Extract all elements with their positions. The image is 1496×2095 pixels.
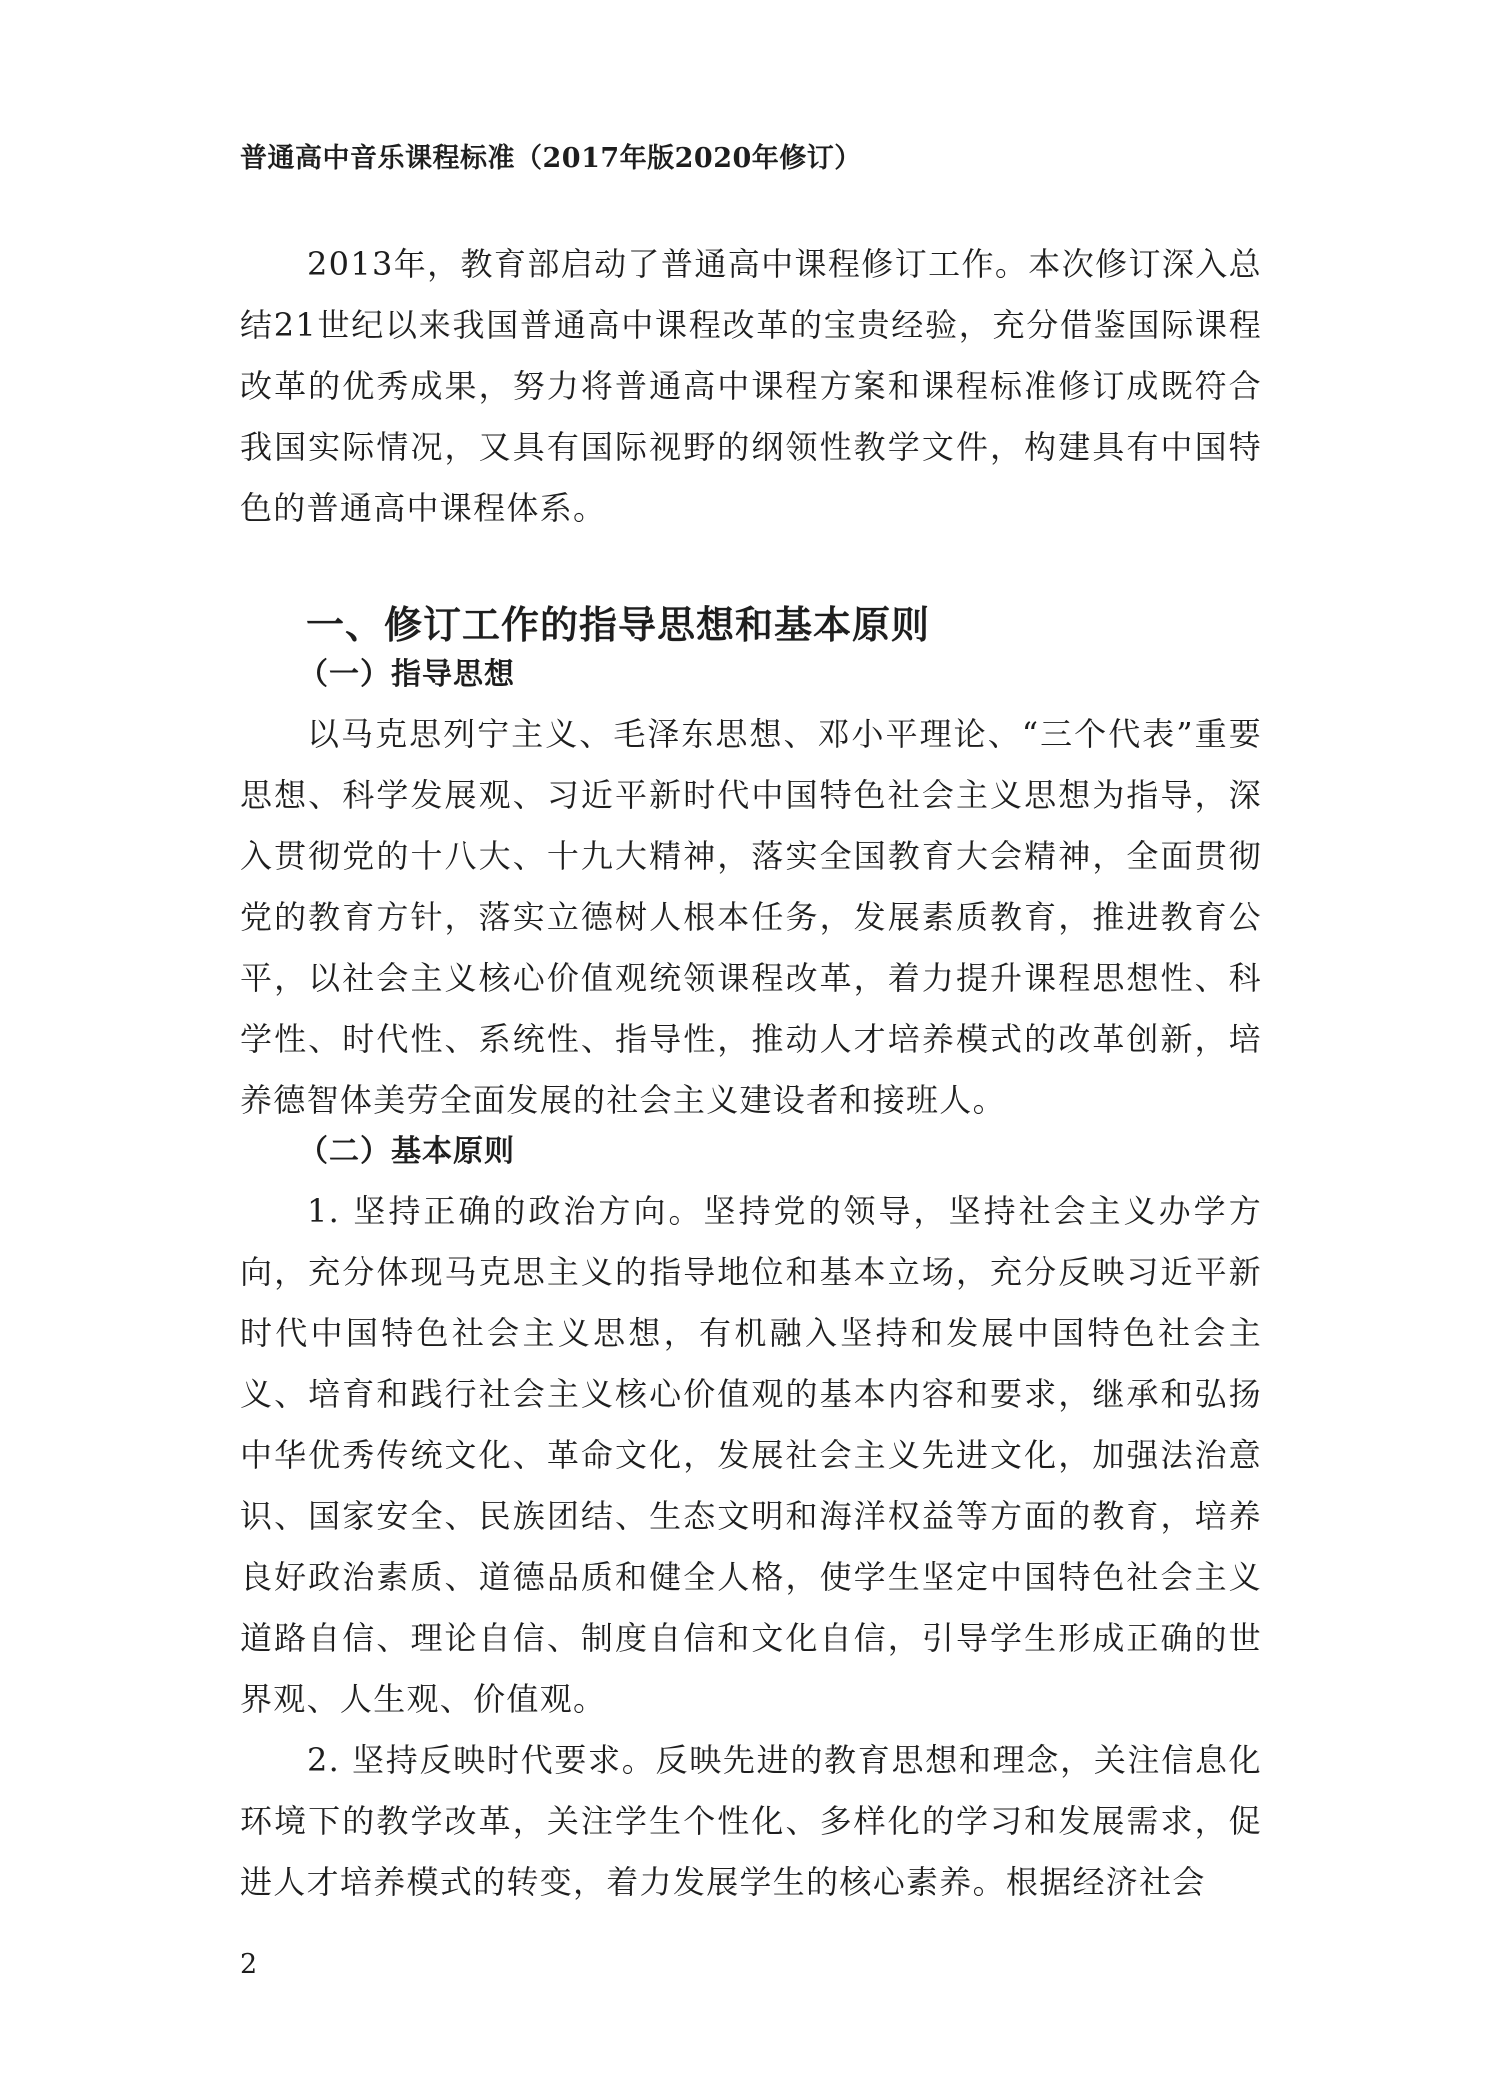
principle-1-paragraph: 1. 坚持正确的政治方向。坚持党的领导，坚持社会主义办学方向，充分体现马克思主义的指导地位和基本立场，充分反映习近平新时代中国特色社会主义思想，有机融入坚持和发展中国特色社会主义、培育和践行社会主义核心价值观的基本内容和要求，继承和弘扬中华优秀传统文化、革命文化，发展社会主义先进文化，加强法治意识、国家安全、民族团结、生态文明和海洋权益等方面的教育，培养良好政治素质、道德品质和健全人格，使学生坚定中国特色社会主义道路自信、理论自信、制度自信和文化自信，引导学生形成正确的世界观、人生观、价值观。 xyxy=(240,1192,1262,1718)
guiding-ideology-paragraph: 以马克思列宁主义、毛泽东思想、邓小平理论、“三个代表”重要思想、科学发展观、习近平新时代中国特色社会主义思想为指导，深入贯彻党的十八大、十九大精神，落实全国教育大会精神，全面贯彻党的教育方针，落实立德树人根本任务，发展素质教育，推进教育公平，以社会主义核心价值观统领课程改革，着力提升课程思想性、科学性、时代性、系统性、指导性，推动人才培养模式的改革创新，培养德智体美劳全面发展的社会主义建设者和接班人。 xyxy=(240,715,1262,1119)
subsection-heading-guiding-ideology: （一）指导思想 xyxy=(298,657,515,692)
running-header: 普通高中音乐课程标准（2017年版2020年修订） xyxy=(240,143,862,174)
page-number: 2 xyxy=(240,1949,258,1980)
subsection-heading-basic-principles: （二）基本原则 xyxy=(298,1134,515,1169)
principle-2-paragraph: 2. 坚持反映时代要求。反映先进的教育思想和理念，关注信息化环境下的教学改革，关注学生个性化、多样化的学习和发展需求，促进人才培养模式的转变，着力发展学生的核心素养。根据经济社会 xyxy=(240,1741,1262,1901)
section-heading: 一、修订工作的指导思想和基本原则 xyxy=(306,603,931,647)
intro-paragraph: 2013年，教育部启动了普通高中课程修订工作。本次修订深入总结21世纪以来我国普通高中课程改革的宝贵经验，充分借鉴国际课程改革的优秀成果，努力将普通高中课程方案和课程标准修订成既符合我国实际情况，又具有国际视野的纲领性教学文件，构建具有中国特色的普通高中课程体系。 xyxy=(240,245,1262,527)
